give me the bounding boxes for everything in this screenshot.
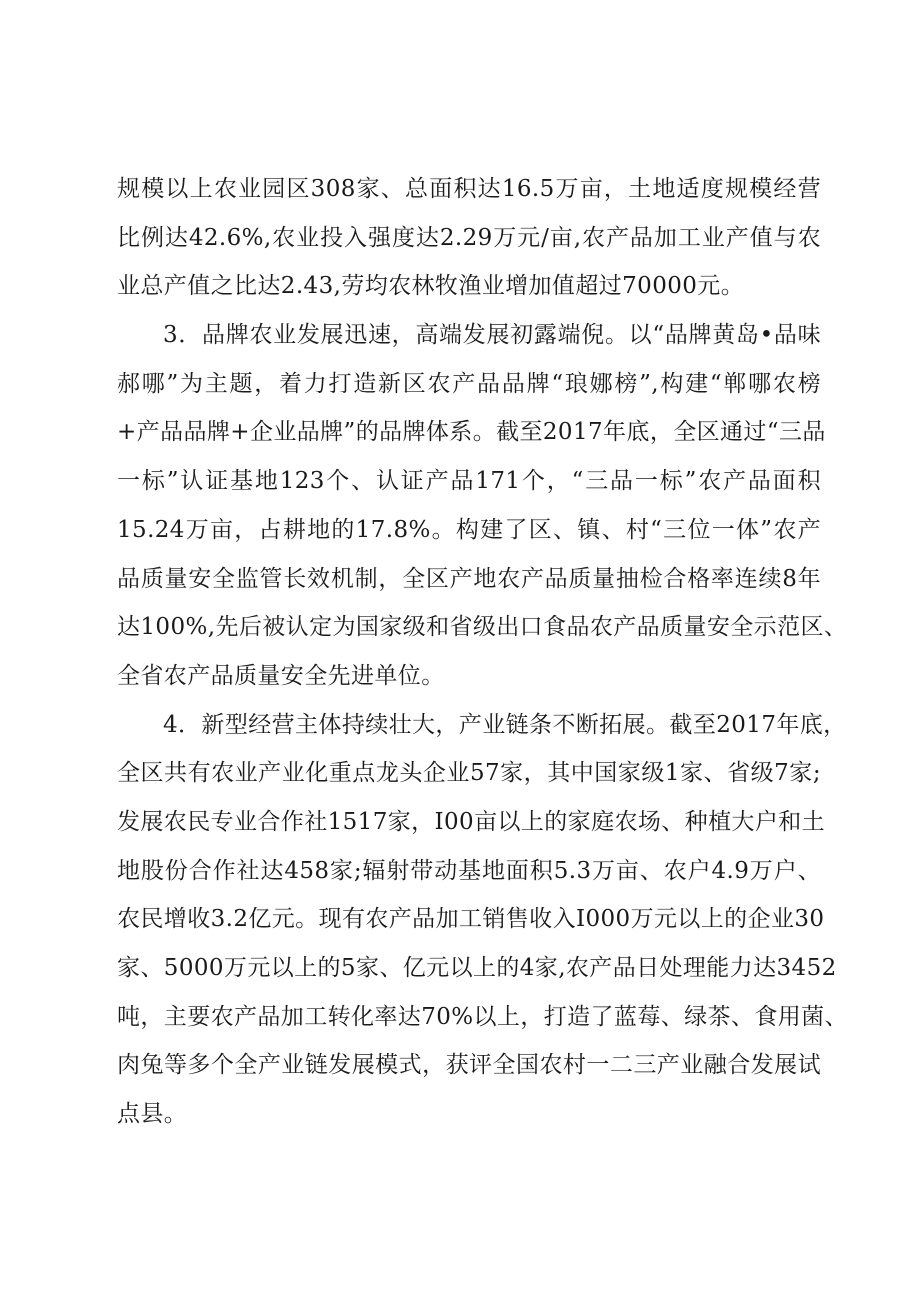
text-line: 全省农产品质量安全先进单位。 — [117, 662, 445, 689]
text-line: 发展农民专业合作社1517家，I00亩以上的家庭农场、种植大户和土 — [117, 808, 826, 835]
text-line: 品质量安全监管长效机制，全区产地农产品质量抽检合格率连续8年 — [117, 565, 821, 592]
body-text — [117, 165, 848, 1139]
text-line: 点县。 — [117, 1101, 188, 1128]
text-line: 一标”认证基地123个、认证产品171个，“三品一标”农产品面积 — [117, 468, 821, 495]
text-line: 地股份合作社达458家;辐射带动基地面积5.3万亩、农户4.9万户、 — [117, 857, 821, 884]
text-line: 肉兔等多个全产业链发展模式，获评全国农村一二三产业融合发展试 — [117, 1052, 821, 1079]
text-line: 农民增收3.2亿元。现有农产品加工销售收入I000万元以上的企业30 — [117, 906, 825, 933]
text-line: 郝哪”为主题，着力打造新区农产品品牌“琅娜榜”,构建“郸哪农榜 — [117, 370, 821, 397]
text-line: 业总产值之比达2.43,劳均农林牧渔业增加值超过70000元。 — [117, 273, 745, 300]
text-line: 全区共有农业产业化重点龙头企业57家，其中国家级1家、省级7家; — [117, 760, 821, 787]
text-line: 15.24万亩，占耕地的17.8%。构建了区、镇、村“三位一体”农产 — [117, 516, 821, 543]
text-line: 达100%,先后被认定为国家级和省级出口食品农产品质量安全示范区、 — [117, 614, 848, 641]
text-line: 3．品牌农业发展迅速，高端发展初露端倪。以“品牌黄岛•品味 — [163, 322, 821, 349]
text-line: 家、5000万元以上的5家、亿元以上的4家,农产品日处理能力达3452 — [117, 955, 837, 981]
text-line: 规模以上农业园区308家、总面积达16.5万亩，土地适度规模经营 — [117, 176, 821, 202]
text-line: 比例达42.6%,农业投入强度达2.29万元/亩,农产品加工业产值与农 — [117, 224, 821, 251]
text-line: 4．新型经营主体持续壮大，产业链条不断拓展。截至2017年底， — [163, 711, 847, 738]
text-line: 吨，主要农产品加工转化率达70%以上，打造了蓝莓、绿茶、食用菌、 — [117, 1003, 848, 1030]
text-line: +产品品牌+企业品牌”的品牌体系。截至2017年底，全区通过“三品 — [117, 419, 826, 446]
